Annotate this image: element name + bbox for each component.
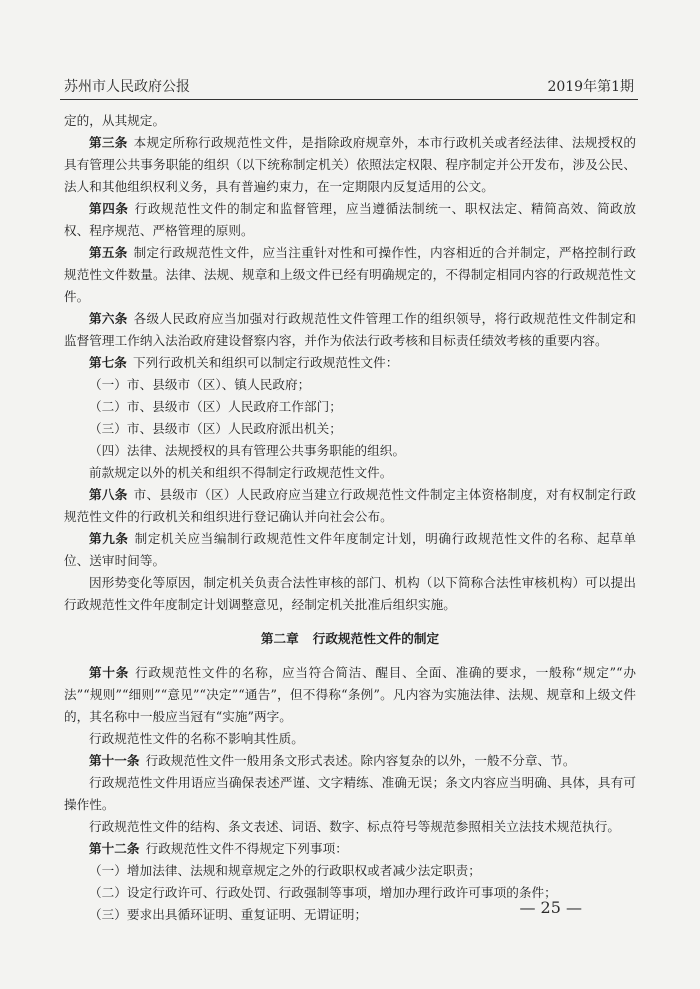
list-item: （二）设定行政许可、行政处罚、行政强制等事项，增加办理行政许可事项的条件； [89,885,557,900]
article-text: 行政规范性文件的制定和监督管理，应当遵循法制统一、职权法定、精简高效、简政放权、程序规范、严格管理的原则。 [64,201,637,238]
article-paragraph [64,838,636,860]
article-paragraph [64,242,636,308]
paragraph [64,728,636,750]
article-text: 各级人民政府应当加强对行政规范性文件管理工作的组织领导，将行政规范性文件制定和监督管理工作纳入法治政府建设督察内容，并作为依法行政考核和目标责任绩效考核的重要内容。 [64,311,637,348]
chapter-number: 第二章 [260,631,299,646]
article-text: 因形势变化等原因，制定机关负责合法性审核的部门、机构（以下简称合法性审核机构）可以提出行政规范性文件年度制定计划调整意见，经制定机关批准后组织实施。 [64,575,636,612]
page-number: — 25 — [519,898,582,917]
article-label: 第十条 [89,665,130,680]
article-label: 第十二条 [89,841,140,856]
articles-3-to-7 [64,110,636,374]
article-paragraph [64,484,636,528]
article-label: 第四条 [89,201,129,216]
article-label: 第三条 [89,135,128,150]
article-label: 第九条 [89,531,129,546]
article-label: 第七条 [89,355,127,370]
article-paragraph [64,662,636,728]
chapter-heading [64,628,636,650]
article-7-items [64,374,636,462]
article-paragraph [64,352,636,374]
article-text: 定的，从其规定。 [64,113,166,128]
list-item: （一）市、县级市（区）、镇人民政府； [89,377,311,392]
article-text: 行政规范性文件用语应当确保表述严谨、文字精练、准确无误；条文内容应当明确、具体，具有可操作性。 [64,775,636,812]
paragraph [64,572,636,616]
article-label: 第八条 [89,487,128,502]
article-paragraph [64,750,636,772]
list-item: （二）市、县级市（区）人民政府工作部门； [89,399,342,414]
document-body [64,110,636,926]
article-text: 市、县级市（区）人民政府应当建立行政规范性文件制定主体资格制度，对有权制定行政规范性文件的行政机关和组织进行登记确认并向社会公布。 [64,487,637,524]
header-divider [60,99,638,100]
article-text: 行政规范性文件的名称不影响其性质。 [89,731,304,746]
chapter-title: 行政规范性文件的制定 [312,631,440,646]
article-text: 本规定所称行政规范性文件，是指除政府规章外，本市行政机关或者经法律、法规授权的具有管理公共事务职能的组织（以下统称制定机关）依照法定权限、程序制定并公开发布，涉及公民、法人和其他组织权利义务，具有普遍约束力，在一定期限内反复适用的公文。 [64,135,637,194]
article-paragraph [64,198,636,242]
article-paragraph [64,308,636,352]
article-label: 第六条 [89,311,128,326]
article-text: 行政规范性文件不得规定下列事项： [145,841,348,856]
paragraph [64,110,636,132]
article-text: 制定行政规范性文件，应当注重针对性和可操作性，内容相近的合并制定，严格控制行政规范性文件数量。法律、法规、规章和上级文件已经有明确规定的，不得制定相同内容的行政规范性文件。 [64,245,637,304]
article-text: 行政规范性文件一般用条文形式表述。除内容复杂的以外，一般不分章、节。 [145,753,576,768]
paragraph [64,772,636,816]
article-text: 前款规定以外的机关和组织不得制定行政规范性文件。 [89,465,393,480]
page-header [64,76,634,96]
issue-number: 2019年第1期 [547,79,634,95]
list-item: （三）市、县级市（区）人民政府派出机关； [89,421,342,436]
article-text: 行政规范性文件的名称，应当符合简洁、醒目、全面、准确的要求，一般称“规定”“办法”“规则”“细则”“意见”“决定”“通告”，但不得称“条例”。凡内容为实施法律、法规、规章和上级文件的，其名称中一般应当冠有“实施”两字。 [64,665,637,724]
publication-title: 苏州市人民政府公报 [64,79,190,95]
article-label: 第五条 [89,245,128,260]
article-text: 制定机关应当编制行政规范性文件年度制定计划，明确行政规范性文件的名称、起草单位、送审时间等。 [64,531,637,568]
list-item: （一）增加法律、法规和规章规定之外的行政职权或者减少法定职责； [89,863,481,878]
list-item: （四）法律、法规授权的具有管理公共事务职能的组织。 [89,443,406,458]
articles-10-to-12 [64,662,636,860]
article-text: 行政规范性文件的结构、条文表述、词语、数字、标点符号等规范参照相关立法技术规范执行。 [89,819,621,834]
article-paragraph [64,132,636,198]
list-item: （三）要求出具循环证明、重复证明、无谓证明； [89,907,368,922]
article-paragraph [64,528,636,572]
paragraph [64,816,636,838]
article-label: 第十一条 [89,753,140,768]
articles-7-to-9 [64,462,636,616]
article-text: 下列行政机关和组织可以制定行政规范性文件： [132,355,399,370]
paragraph [64,462,636,484]
